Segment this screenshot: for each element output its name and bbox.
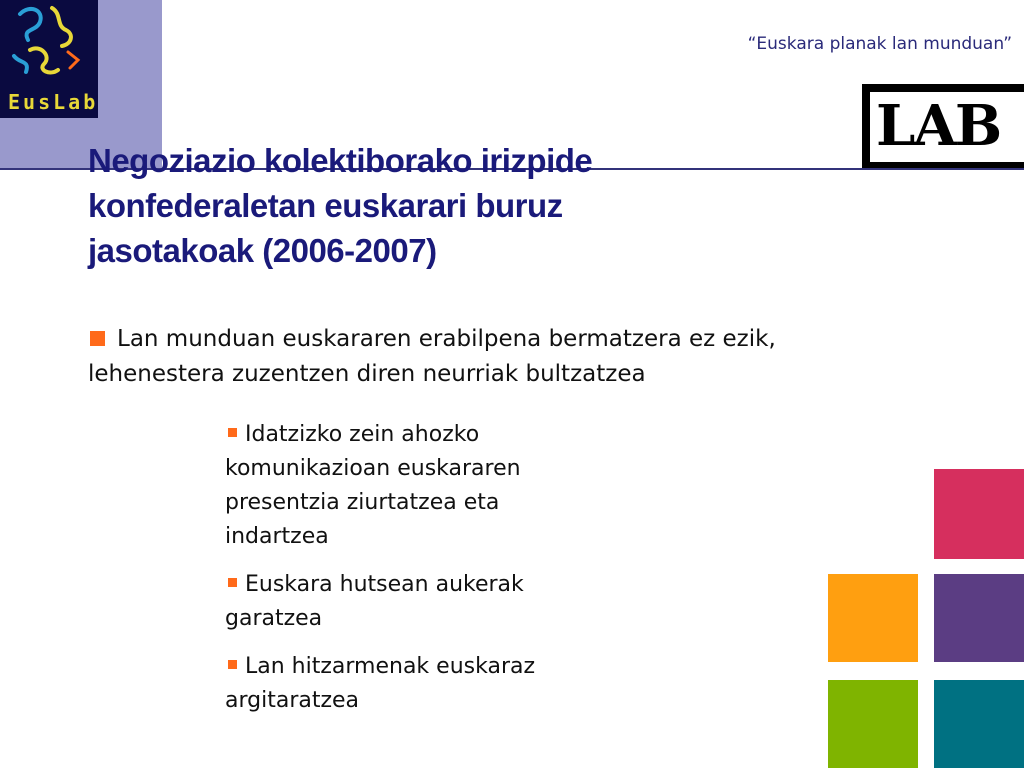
square-bullet-icon — [228, 428, 237, 437]
slide-title-line: jasotakoak (2006-2007) — [88, 232, 437, 269]
lab-logo-text: LAB — [876, 93, 1001, 159]
slide-title — [88, 138, 708, 273]
header-quote: “Euskara planak lan munduan” — [747, 34, 1012, 54]
euslab-logo-text: EusLab — [8, 90, 98, 114]
deco-square-pink — [934, 469, 1024, 559]
sub-bullet-line: Lan hitzarmenak euskaraz — [245, 654, 536, 679]
sub-bullet-line: komunikazioan euskararen — [225, 456, 521, 481]
euslab-logo — [0, 0, 98, 118]
sub-bullet-list — [225, 418, 605, 732]
main-bullet-line: lehenestera zuzentzen diren neurriak bultzatzea — [88, 361, 646, 387]
lab-logo-panel — [870, 92, 1024, 162]
sub-bullet-line: Idatzizko zein ahozko — [245, 422, 480, 447]
sub-bullet-line: argitaratzea — [225, 688, 360, 713]
sub-bullet-line: indartzea — [225, 524, 329, 549]
slide-title-line: Negoziazio kolektiborako irizpide — [88, 142, 593, 179]
lab-logo — [862, 84, 1024, 170]
square-bullet-icon — [228, 660, 237, 669]
sub-bullet-line: presentzia ziurtatzea eta — [225, 490, 500, 515]
euslab-emblem-icon — [0, 0, 98, 90]
deco-square-orange — [828, 574, 918, 662]
square-bullet-icon — [90, 331, 105, 346]
sub-bullet-line: Euskara hutsean aukerak — [245, 572, 524, 597]
sub-bullet-item — [225, 650, 605, 718]
sub-bullet-line: garatzea — [225, 606, 323, 631]
deco-square-purple — [934, 574, 1024, 662]
deco-square-teal — [934, 680, 1024, 768]
sub-bullet-item — [225, 418, 605, 554]
main-bullet — [88, 322, 888, 392]
slide-title-line: konfederaletan euskarari buruz — [88, 187, 563, 224]
deco-square-green — [828, 680, 918, 768]
sub-bullet-item — [225, 568, 605, 636]
main-bullet-line: Lan munduan euskararen erabilpena bermatzera ez ezik, — [117, 326, 776, 352]
square-bullet-icon — [228, 578, 237, 587]
